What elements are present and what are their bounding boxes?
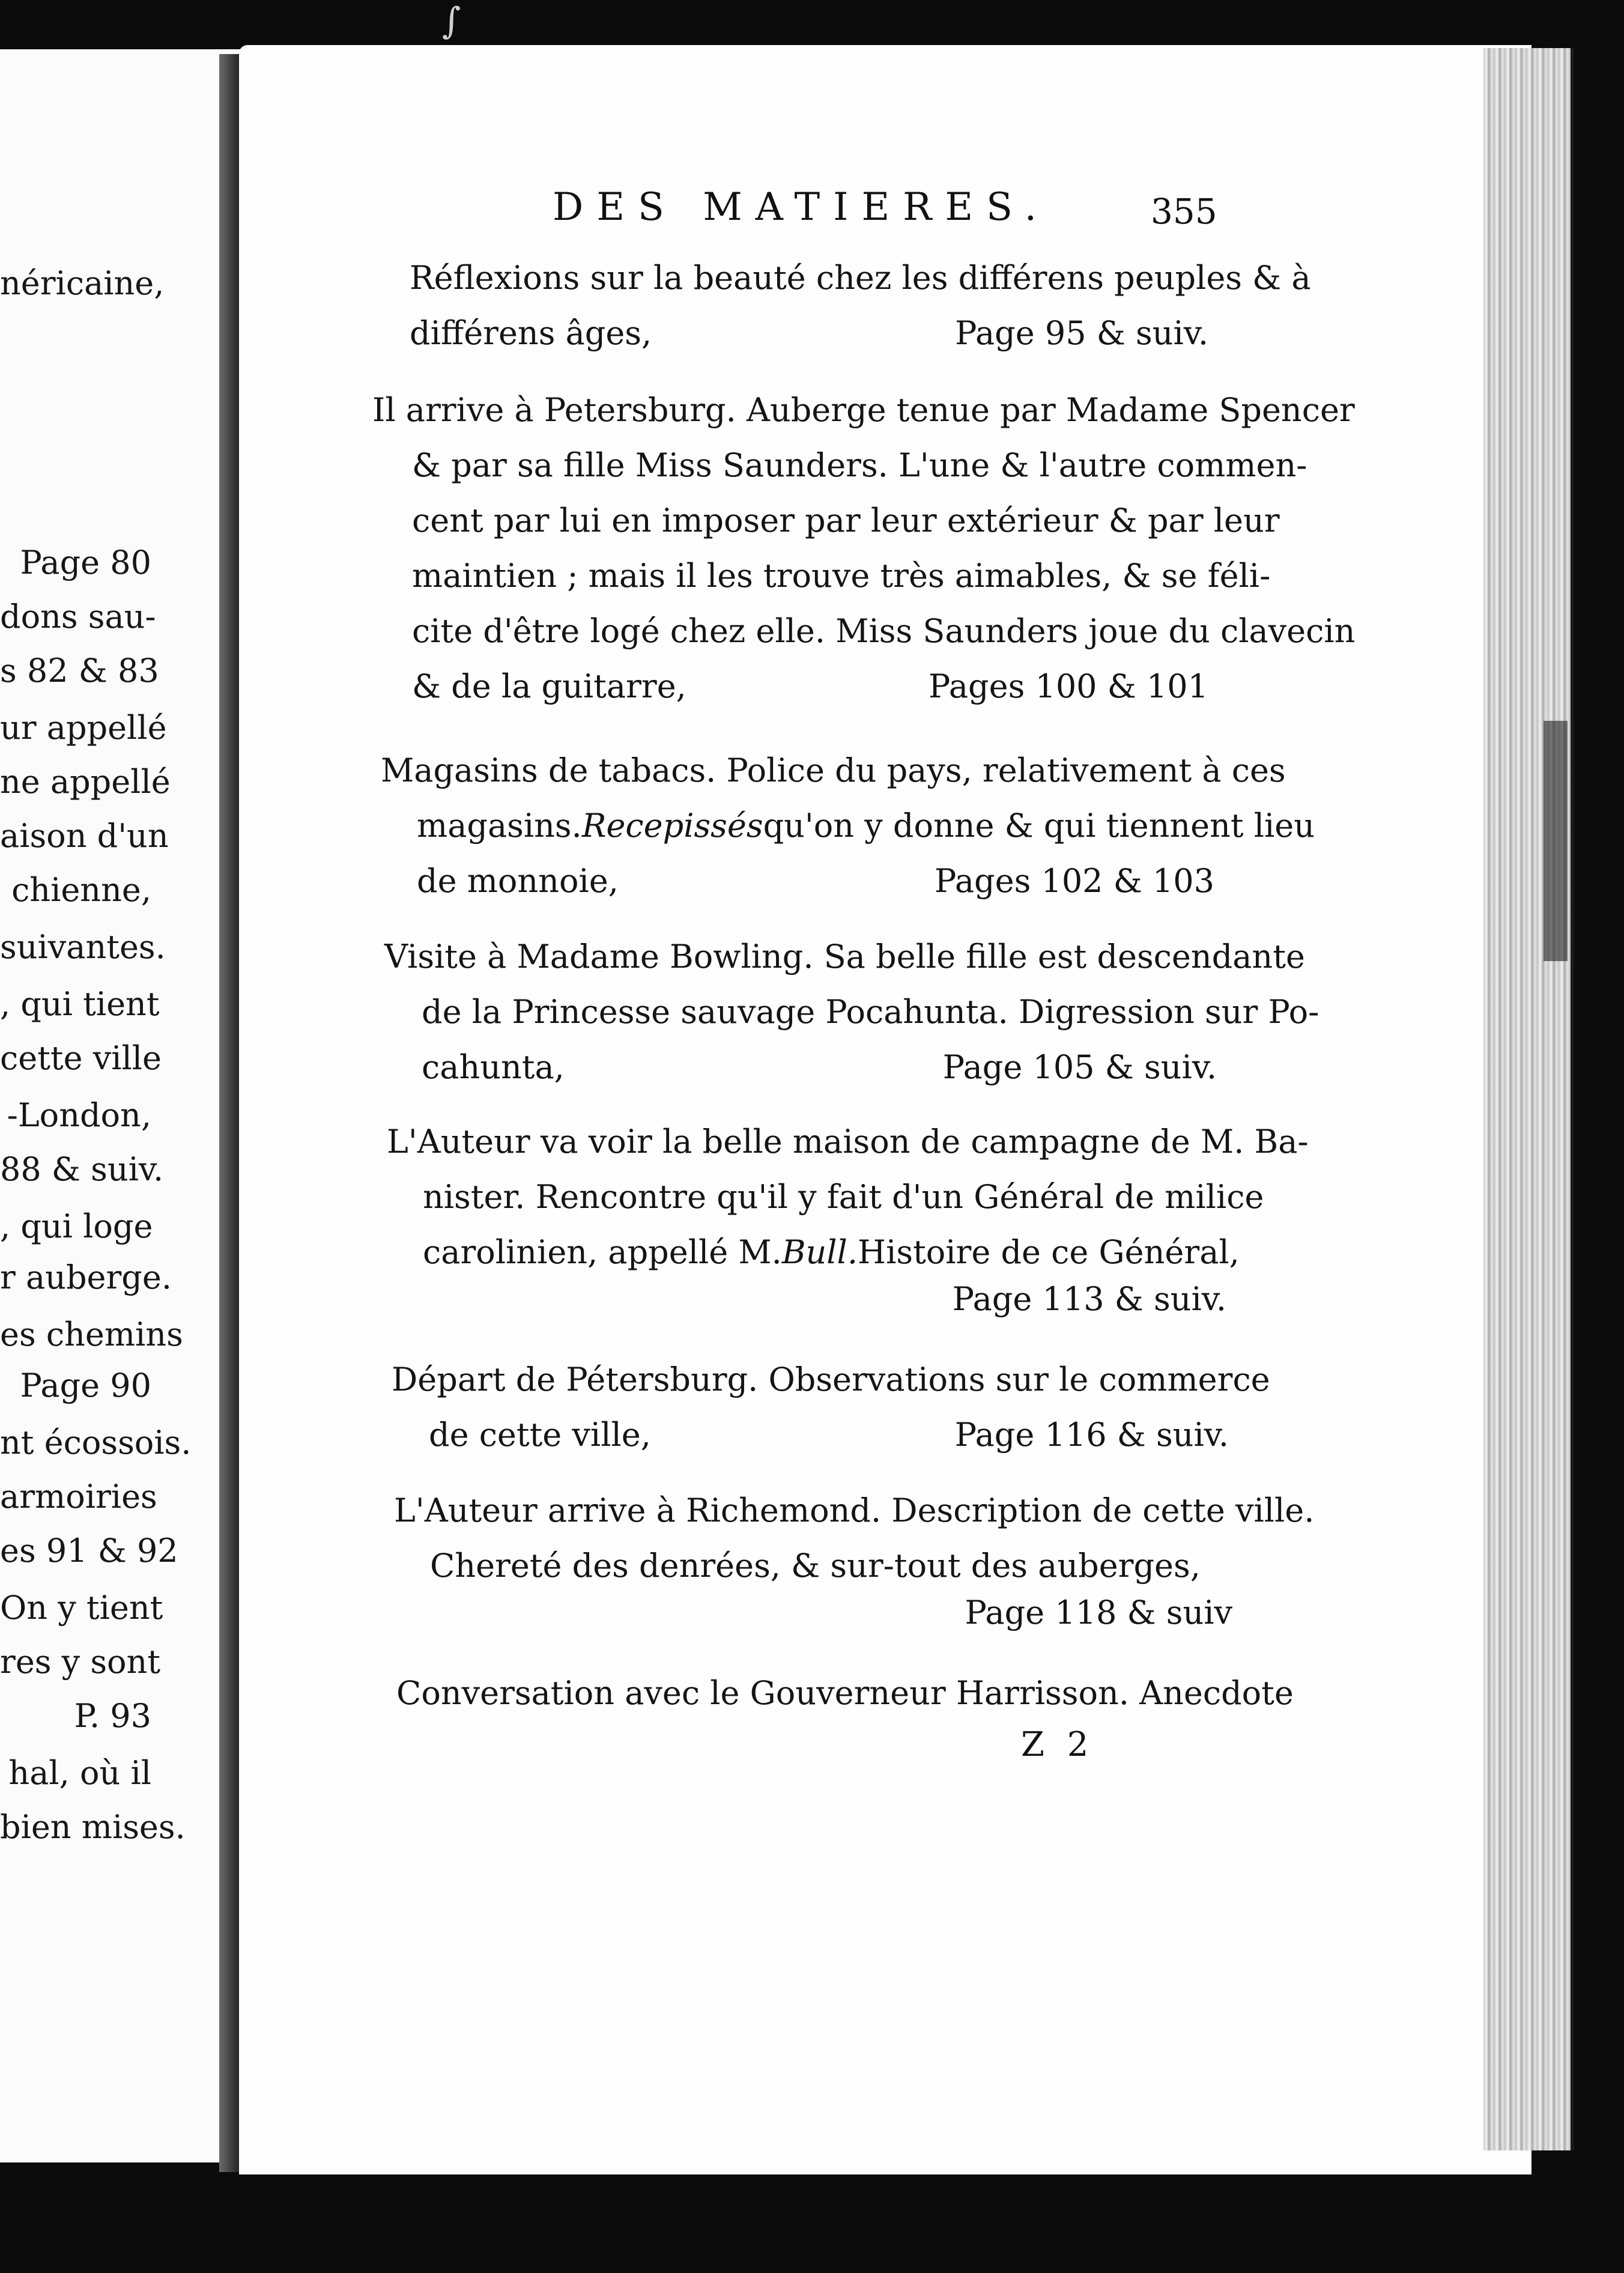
entry-2-line-4: maintien ; mais il les trouve très aimables, & se féli-	[412, 557, 1271, 595]
facing-page-line: armoiries	[0, 1478, 157, 1516]
entry-4-line-2: de la Princesse sauvage Pocahunta. Digression sur Po-	[422, 993, 1320, 1031]
running-head: DES MATIERES.	[553, 185, 1050, 229]
facing-page-line: , qui loge	[0, 1207, 153, 1245]
entry-5-italic: Bull.	[781, 1233, 858, 1271]
signature-mark: Z 2	[1021, 1725, 1095, 1764]
entry-3-line-1: Magasins de tabacs. Police du pays, relativement à ces	[381, 751, 1286, 789]
facing-page-line: suivantes.	[0, 928, 166, 966]
facing-page-line: néricaine,	[0, 264, 165, 302]
facing-page-line: nt écossois.	[0, 1424, 192, 1461]
entry-6-line-2	[429, 1414, 1229, 1456]
entry-1-line-2	[410, 312, 1208, 354]
entry-2-line-1: Il arrive à Petersburg. Auberge tenue par Madame Spencer	[372, 391, 1355, 429]
facing-page-line: hal, où il	[8, 1754, 151, 1792]
entry-7-line-2: Chereté des denrées, & sur-tout des auberges,	[430, 1547, 1201, 1585]
facing-page-line: ne appellé	[0, 763, 171, 801]
facing-page-line: aison d'un	[0, 817, 169, 855]
entry-3-line-2	[417, 805, 1315, 847]
entry-4-line-3	[422, 1046, 1217, 1088]
entry-2-line-2: & par sa fille Miss Saunders. L'une & l'autre commen-	[412, 446, 1307, 484]
entry-4-line-1: Visite à Madame Bowling. Sa belle fille est descendante	[384, 938, 1305, 976]
entry-1-page-ref: Page 95 & suiv.	[955, 314, 1208, 352]
facing-page-line: bien mises.	[0, 1808, 186, 1846]
facing-page-line: r auberge.	[0, 1258, 172, 1296]
entry-5-line-2: nister. Rencontre qu'il y fait d'un Général de milice	[423, 1178, 1264, 1216]
top-mark: ∫	[442, 0, 461, 42]
facing-page-line: s 82 & 83	[0, 652, 159, 690]
facing-page-line: Page 80	[20, 544, 151, 581]
facing-page-line: es 91 & 92	[0, 1532, 178, 1570]
facing-page-line: chienne,	[11, 871, 151, 909]
entry-3-text-b: qu'on y donne & qui tiennent lieu	[763, 807, 1315, 845]
facing-page-line: es chemins	[0, 1316, 183, 1353]
entry-2-line-6	[412, 666, 1208, 708]
entry-7-line-1: L'Auteur arrive à Richemond. Description de cette ville.	[394, 1492, 1315, 1529]
facing-page-line: On y tient	[0, 1589, 163, 1627]
entry-5-line-3	[423, 1231, 1240, 1273]
entry-3-text-a: magasins.	[417, 807, 582, 845]
entry-1-text: différens âges,	[410, 314, 652, 352]
facing-page-line: , qui tient	[0, 985, 160, 1023]
entry-7-page-ref: Page 118 & suiv	[965, 1594, 1232, 1631]
entry-3-line-3	[417, 860, 1214, 902]
facing-page-line: dons sau-	[0, 598, 156, 636]
entry-5-page-ref: Page 113 & suiv.	[952, 1280, 1226, 1318]
entry-2-line-3: cent par lui en imposer par leur extérieur & par leur	[412, 502, 1280, 539]
entry-2-line-5: cite d'être logé chez elle. Miss Saunders joue du clavecin	[412, 612, 1356, 650]
entry-5-text-a: carolinien, appellé M.	[423, 1233, 782, 1271]
entry-3-italic: Recepissés	[581, 807, 763, 845]
page-355	[239, 45, 1532, 2174]
facing-page-line: cette ville	[0, 1039, 162, 1077]
entry-1-line-1: Réflexions sur la beauté chez les différens peuples & à	[410, 259, 1311, 297]
facing-page-line: ur appellé	[0, 709, 167, 747]
facing-page-line: P. 93	[74, 1697, 151, 1735]
entry-6-line-1: Départ de Pétersburg. Observations sur le commerce	[392, 1361, 1270, 1398]
facing-page-line: res y sont	[0, 1643, 161, 1681]
scan-shadow	[1544, 721, 1568, 961]
entry-3-page-ref: Pages 102 & 103	[934, 862, 1214, 900]
facing-page-line: Page 90	[20, 1367, 151, 1404]
entry-4-page-ref: Page 105 & suiv.	[942, 1048, 1217, 1086]
facing-page-line: -London,	[7, 1096, 151, 1134]
entry-6-text: de cette ville,	[429, 1416, 651, 1454]
entry-5-text-b: Histoire de ce Général,	[858, 1233, 1240, 1271]
entry-2-page-ref: Pages 100 & 101	[928, 667, 1208, 705]
entry-3-text-c: de monnoie,	[417, 862, 619, 900]
entry-8-line-1: Conversation avec le Gouverneur Harrisson. Anecdote	[396, 1674, 1294, 1712]
facing-page-line: 88 & suiv.	[0, 1150, 164, 1188]
entry-2-text: & de la guitarre,	[412, 667, 686, 705]
page-edges	[1483, 48, 1574, 2150]
entry-6-page-ref: Page 116 & suiv.	[954, 1416, 1229, 1454]
entry-5-line-1: L'Auteur va voir la belle maison de campagne de M. Ba-	[387, 1123, 1309, 1161]
facing-page-left	[0, 49, 251, 2162]
entry-4-text: cahunta,	[422, 1048, 565, 1086]
page-number: 355	[1151, 191, 1217, 232]
